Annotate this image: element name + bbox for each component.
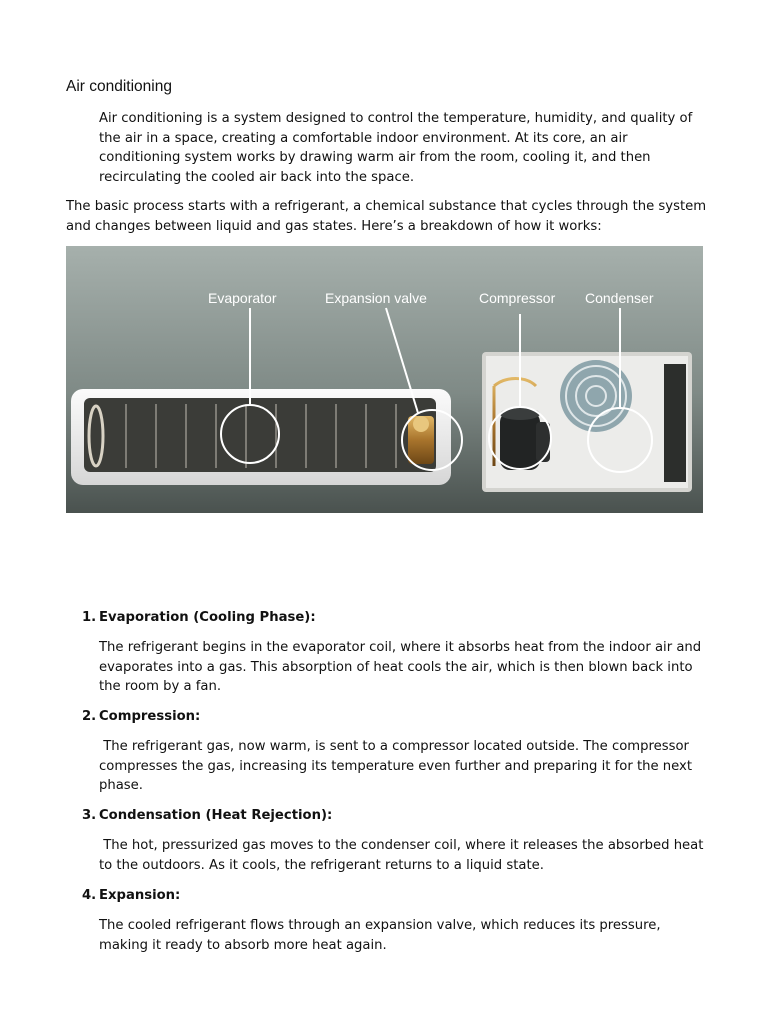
step-2-body: The refrigerant gas, now warm, is sent to a compressor located outside. The compressor compresses the gas, increasing its temperature even further and preparing it for the next phase.	[99, 739, 697, 794]
page-title: Air conditioning	[66, 78, 172, 95]
step-2-number: 2.	[82, 709, 97, 724]
step-4-number: 4.	[82, 888, 97, 903]
expansion-valve-label: Expansion valve	[325, 290, 427, 306]
process-intro-paragraph: The basic process starts with a refrigerant, a chemical substance that cycles through the system and changes between liquid and gas states. Here’s a breakdown of how it works:	[66, 199, 707, 234]
step-2-title: Compression:	[99, 709, 201, 724]
step-1-heading	[82, 610, 316, 625]
step-3-title: Condensation (Heat Rejection):	[99, 808, 333, 823]
step-4-heading	[82, 888, 180, 903]
ac-system-diagram	[66, 246, 703, 513]
compressor-label: Compressor	[479, 290, 556, 306]
condenser-label: Condenser	[585, 290, 654, 306]
outdoor-unit	[482, 352, 692, 492]
step-3-body: The hot, pressurized gas moves to the condenser coil, where it releases the absorbed heat to the outdoors. As it cools, the refrigerant returns to a liquid state.	[99, 838, 708, 873]
step-3-heading	[82, 808, 332, 823]
step-2-heading	[82, 709, 200, 724]
indoor-unit	[71, 389, 451, 485]
step-4-title: Expansion:	[99, 888, 181, 903]
step-4-body: The cooled refrigerant flows through an expansion valve, which reduces its pressure, making it ready to absorb more heat again.	[99, 918, 661, 953]
step-3-number: 3.	[82, 808, 97, 823]
step-1-title: Evaporation (Cooling Phase):	[99, 610, 316, 625]
step-1-number: 1.	[82, 610, 97, 625]
evaporator-label: Evaporator	[208, 290, 277, 306]
step-1-body: The refrigerant begins in the evaporator coil, where it absorbs heat from the indoor air and evaporates into a gas. This absorption of heat cools the air, which is then blown back into the room by a fan.	[99, 640, 702, 695]
intro-paragraph: Air conditioning is a system designed to control the temperature, humidity, and quality of the air in a space, creating a comfortable indoor environment. At its core, an air conditioning system works by drawing warm air from the room, cooling it, and then recirculating the cooled air back into the space.	[99, 111, 693, 186]
